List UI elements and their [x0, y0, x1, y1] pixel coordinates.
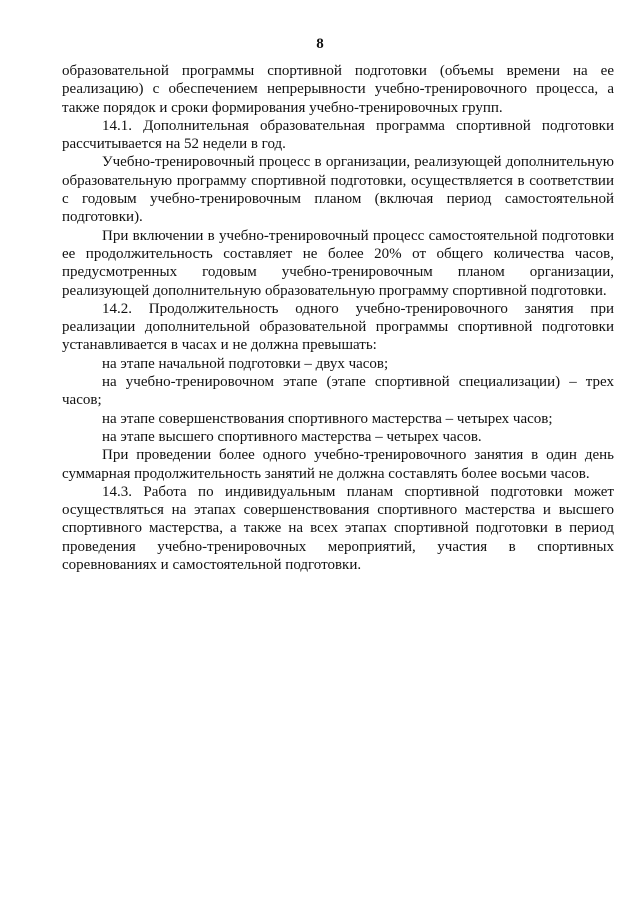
page-number: 8: [316, 36, 324, 52]
list-item-higher-mastery-stage: на этапе высшего спортивного мастерства – четырех часов.: [102, 428, 482, 445]
list-item-training-stage: на учебно-тренировочном этапе (этапе спортивной специализации) – трех часов;: [62, 374, 614, 409]
list-item-improvement-stage: на этапе совершенствования спортивного мастерства – четырех часов;: [102, 410, 553, 427]
paragraph-self-preparation: При включении в учебно-тренировочный процесс самостоятельной подготовки ее продолжительность составляет не более 20% от общего количества часов, предусмотренных годовым учебно-тренировочным планом организации, реализующей дополнительную образовательную программу спортивной подготовки.: [62, 227, 614, 299]
list-item-initial-stage: на этапе начальной подготовки – двух часов;: [102, 355, 389, 372]
paragraph-14-3: 14.3. Работа по индивидуальным планам спортивной подготовки может осуществляться на этапах совершенствования спортивного мастерства и высшего спортивного мастерства, а также на всех этапах спортивной подготовки в период проведения учебно-тренировочных мероприятий, участия в спортивных соревнованиях и самостоятельной подготовки.: [62, 483, 614, 574]
paragraph-training-process: Учебно-тренировочный процесс в организации, реализующей дополнительную образовательную программу спортивной подготовки, осуществляется в соответствии с годовым учебно-тренировочным планом (включая период самостоятельной подготовки).: [62, 154, 614, 226]
document-body: [62, 62, 614, 574]
paragraph-14-2: 14.2. Продолжительность одного учебно-тренировочного занятия при реализации дополнительной образовательной программы спортивной подготовки устанавливается в часах и не должна превышать:: [62, 300, 614, 354]
paragraph-continuation: образовательной программы спортивной подготовки (объемы времени на ее реализацию) с обеспечением непрерывности учебно-тренировочного процесса, а также порядок и сроки формирования учебно-тренировочных групп.: [62, 63, 614, 116]
paragraph-14-1: 14.1. Дополнительная образовательная программа спортивной подготовки рассчитывается на 52 недели в год.: [62, 117, 614, 153]
paragraph-daily-limit: При проведении более одного учебно-тренировочного занятия в один день суммарная продолжительность занятий не должна составлять более восьми часов.: [62, 447, 614, 482]
